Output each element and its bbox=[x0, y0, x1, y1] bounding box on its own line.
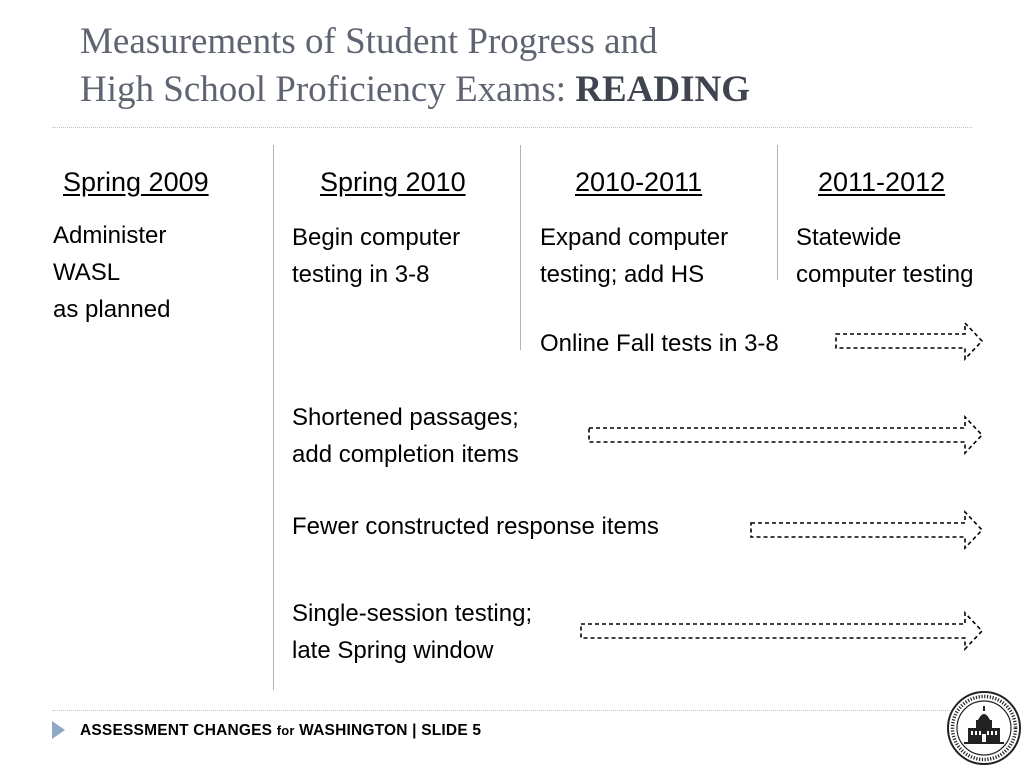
column-line: testing in 3-8 bbox=[292, 261, 430, 288]
change-line: Fewer constructed response items bbox=[292, 513, 659, 540]
column-body-2011-2012 bbox=[796, 219, 973, 293]
column-line: Administer bbox=[53, 222, 167, 249]
dashed-right-arrow-icon bbox=[579, 611, 986, 651]
footer-part-1: ASSESSMENT CHANGES bbox=[80, 722, 277, 739]
dashed-right-arrow-icon bbox=[587, 415, 986, 455]
dashed-right-arrow-icon bbox=[834, 321, 986, 361]
title-line-2-text: High School Proficiency Exams: bbox=[80, 69, 576, 110]
footer-text bbox=[80, 722, 481, 740]
dashed-right-arrow-icon bbox=[749, 510, 986, 550]
column-line: Expand computer bbox=[540, 224, 729, 251]
column-line: testing; add HS bbox=[540, 261, 705, 288]
change-line: late Spring window bbox=[292, 637, 494, 664]
column-header-2011-2012: 2011-2012 bbox=[818, 167, 946, 197]
footer-for: for bbox=[276, 723, 295, 738]
column-line: computer testing bbox=[796, 261, 974, 288]
change-line: Single-session testing; bbox=[292, 600, 533, 627]
column-line: Statewide bbox=[796, 224, 902, 251]
slide-title bbox=[80, 18, 980, 114]
column-divider-1 bbox=[273, 145, 274, 690]
triangle-bullet-icon bbox=[52, 721, 65, 739]
column-line: as planned bbox=[53, 296, 171, 323]
change-line: Shortened passages; bbox=[292, 404, 519, 431]
title-line-2 bbox=[80, 66, 980, 114]
column-header-spring-2009: Spring 2009 bbox=[63, 167, 209, 197]
column-body-spring-2009 bbox=[53, 217, 170, 328]
column-body-spring-2010 bbox=[292, 219, 460, 293]
column-divider-3 bbox=[777, 145, 778, 280]
column-line: Begin computer bbox=[292, 224, 461, 251]
column-header-spring-2010: Spring 2010 bbox=[320, 167, 466, 197]
ospi-seal-icon bbox=[946, 690, 1022, 766]
change-single-session-testing bbox=[292, 595, 532, 669]
title-line-1: Measurements of Student Progress and bbox=[80, 21, 658, 62]
title-divider bbox=[52, 127, 972, 128]
change-shortened-passages bbox=[292, 399, 519, 473]
column-header-2010-2011: 2010-2011 bbox=[575, 167, 703, 197]
change-fewer-constructed-response bbox=[292, 508, 659, 545]
change-line: add completion items bbox=[292, 441, 519, 468]
column-divider-2 bbox=[520, 145, 521, 350]
footer-part-2: WASHINGTON | SLIDE 5 bbox=[294, 722, 482, 739]
column-body-2010-2011 bbox=[540, 219, 728, 293]
footer-divider bbox=[52, 710, 972, 711]
title-emphasis: READING bbox=[575, 69, 751, 110]
column-line: WASL bbox=[53, 259, 121, 286]
change-online-fall-tests bbox=[540, 325, 779, 362]
change-line: Online Fall tests in 3-8 bbox=[540, 330, 779, 357]
